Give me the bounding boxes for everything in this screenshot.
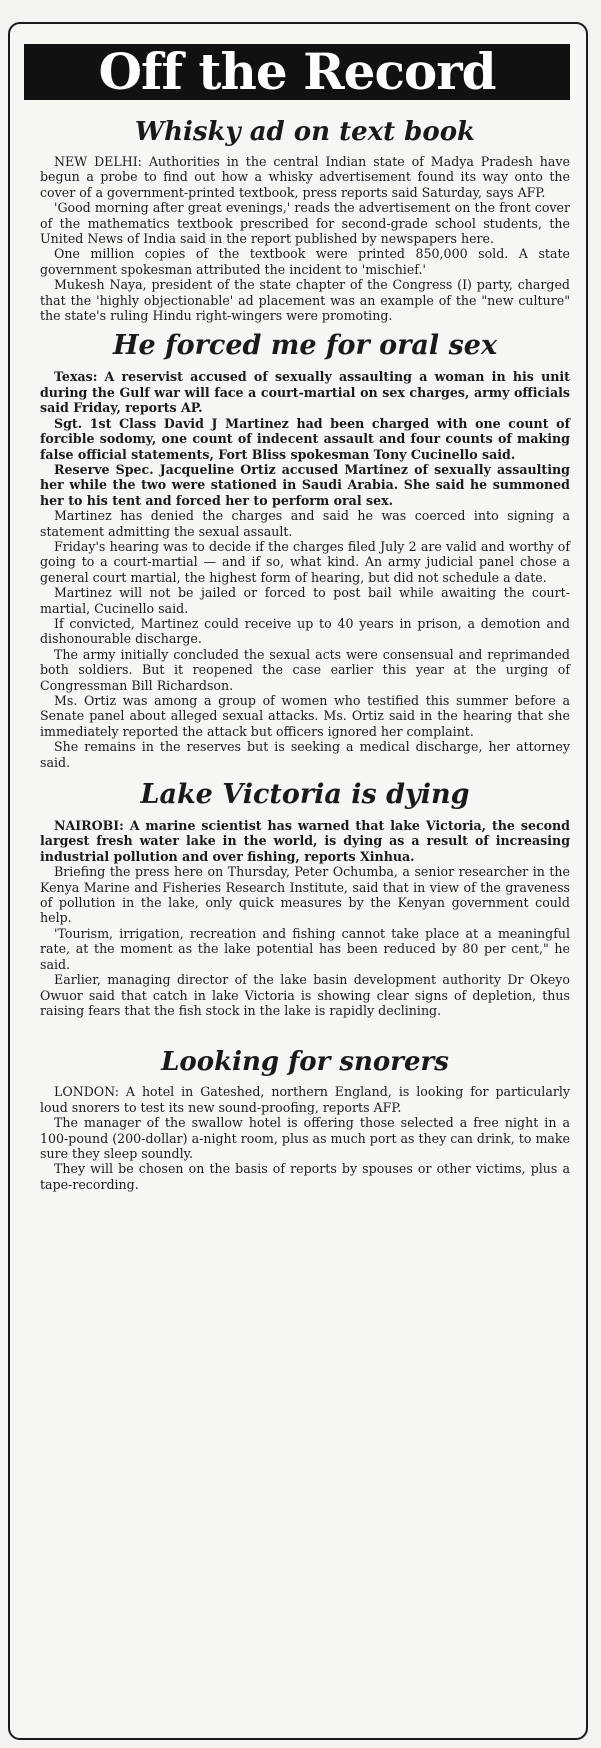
article-paragraph: Friday's hearing was to decide if the charges filed July 2 are valid and worthy of going to a court-martial — and if so, what kind. An army judicial panel chose a general court martial, the highest form of hearing, but did not schedule a date. <box>40 538 570 585</box>
article-paragraph: Martinez will not be jailed or forced to post bail while awaiting the court-martial, Cucinello said. <box>40 585 570 616</box>
article-whisky-ad <box>40 116 570 323</box>
article-paragraph: Earlier, managing director of the lake basin development authority Dr Okeyo Owuor said that catch in lake Victoria is showing clear signs of depletion, thus raising fears that the fish stock in the lake is rapidly declining. <box>40 972 570 1018</box>
article-paragraph: 'Tourism, irrigation, recreation and fishing cannot take place at a meaningful rate, at the moment as the lake potential has been reduced by 80 per cent," he said. <box>40 925 570 972</box>
article-paragraph: 'Good morning after great evenings,' reads the advertisement on the front cover of the mathematics textbook prescribed for second-grade school students, the United News of India said in the report published by newspapers here. <box>40 200 570 247</box>
article-column <box>40 116 570 1192</box>
section-banner: Off the Record <box>24 44 570 100</box>
article-court-martial <box>40 329 570 770</box>
article-paragraph: Briefing the press here on Thursday, Peter Ochumba, a senior researcher in the Kenya Marine and Fisheries Research Institute, said that in view of the graveness of pollution in the lake, only quick measures by the Kenyan government could help. <box>40 864 570 926</box>
article-paragraph: She remains in the reserves but is seeking a medical discharge, her attorney said. <box>40 739 570 770</box>
article-snorers <box>40 1046 570 1192</box>
article-paragraph: NAIROBI: A marine scientist has warned that lake Victoria, the second largest fresh water lake in the world, is dying as a result of increasing industrial pollution and over fishing, reports Xinhua. <box>40 818 570 864</box>
article-paragraph: The army initially concluded the sexual acts were consensual and reprimanded both soldiers. But it reopened the case earlier this year at the urging of Congressman Bill Richardson. <box>40 646 570 693</box>
article-lake-victoria <box>40 778 570 1018</box>
article-paragraph: Martinez has denied the charges and said he was coerced into signing a statement admitting the sexual assault. <box>40 508 570 539</box>
article-paragraph: Texas: A reservist accused of sexually assaulting a woman in his unit during the Gulf war will face a court-martial on sex charges, army officials said Friday, reports AP. <box>40 369 570 416</box>
article-paragraph: If convicted, Martinez could receive up to 40 years in prison, a demotion and dishonourable discharge. <box>40 615 570 647</box>
article-paragraph: NEW DELHI: Authorities in the central Indian state of Madya Pradesh have begun a probe to find out how a whisky advertisement found its way onto the cover of a government-printed textbook, press reports said Saturday, says AFP. <box>40 154 570 200</box>
article-paragraph: Sgt. 1st Class David J Martinez had been charged with one count of forcible sodomy, one count of indecent assault and four counts of making false official statements, Fort Bliss spokesman Tony Cucinello said. <box>40 415 570 462</box>
headline-snorers: Looking for snorers <box>161 1047 449 1078</box>
headline-court-martial: He forced me for oral sex <box>112 330 498 362</box>
article-paragraph: The manager of the swallow hotel is offering those selected a free night in a 100-pound (200-dollar) a-night room, plus as much port as they can drink, to make sure they sleep soundly. <box>40 1115 570 1161</box>
article-paragraph: They will be chosen on the basis of reports by spouses or other victims, plus a tape-recording. <box>40 1161 570 1192</box>
article-paragraph: LONDON: A hotel in Gateshed, northern England, is looking for particularly loud snorers to test its new sound-proofing, reports AFP. <box>40 1084 570 1115</box>
headline-lake-victoria: Lake Victoria is dying <box>140 779 470 811</box>
article-paragraph: Ms. Ortiz was among a group of women who testified this summer before a Senate panel about alleged sexual attacks. Ms. Ortiz said in the hearing that she immediately reported the attack but officers ignored her complaint. <box>40 693 570 739</box>
article-paragraph: One million copies of the textbook were printed 850,000 sold. A state government spokesman attributed the incident to 'mischief.' <box>40 246 570 277</box>
article-paragraph: Reserve Spec. Jacqueline Ortiz accused Martinez of sexually assaulting her while the two were stationed in Saudi Arabia. She said he summoned her to his tent and forced her to perform oral sex. <box>40 461 570 508</box>
headline-whisky-ad: Whisky ad on text book <box>134 117 476 147</box>
article-paragraph: Mukesh Naya, president of the state chapter of the Congress (I) party, charged that the 'highly objectionable' ad placement was an example of the "new culture" the state's ruling Hindu right-wingers were promoting. <box>40 277 570 324</box>
